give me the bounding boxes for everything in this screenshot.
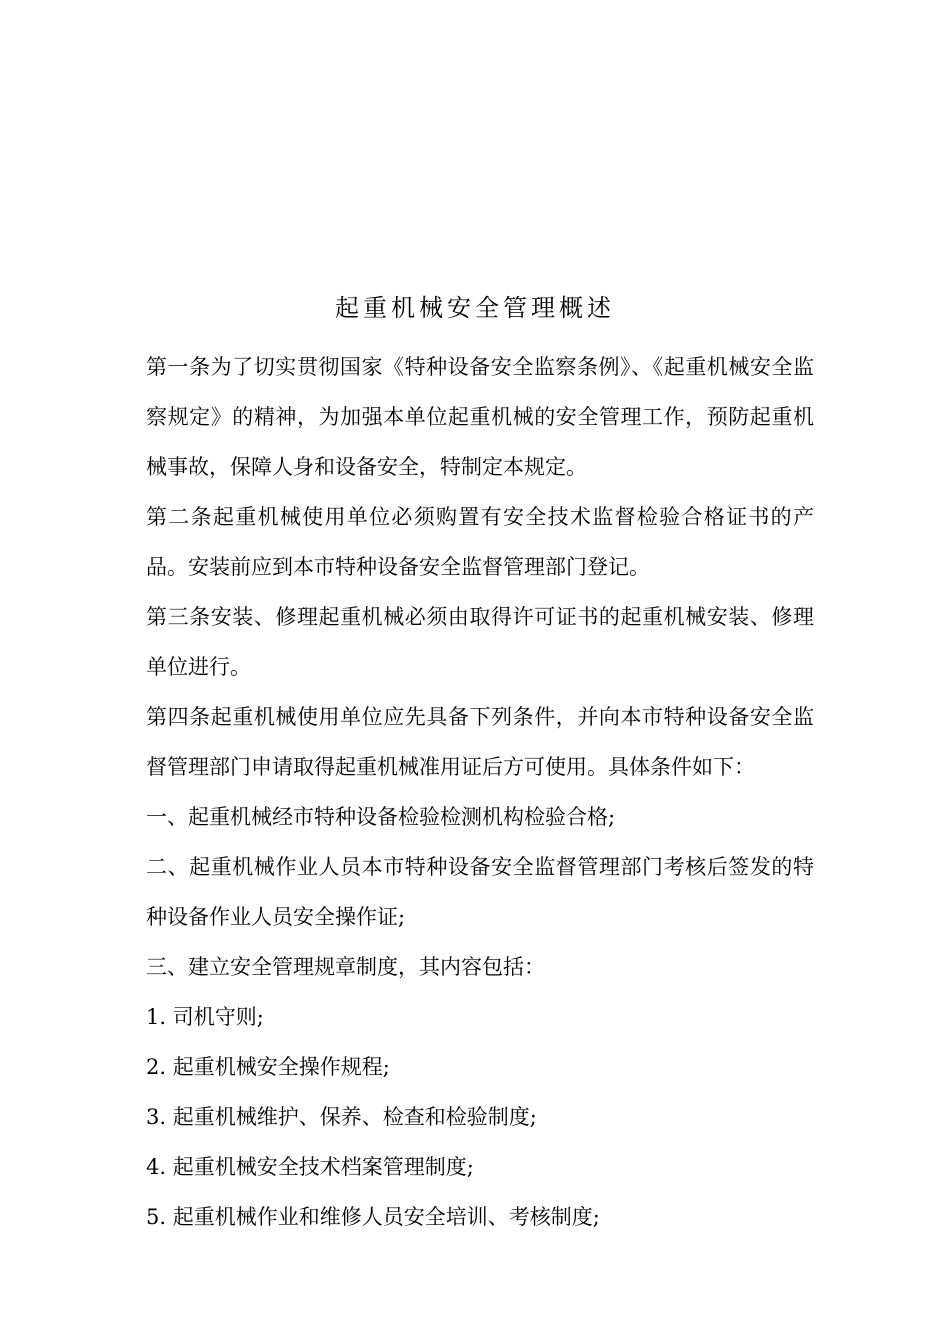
- paragraph-article-4: 第四条起重机械使用单位应先具备下列条件，并向本市特种设备安全监督管理部门申请取得起重机械准用证后方可使用。具体条件如下：: [146, 705, 814, 779]
- document-body: [146, 342, 814, 1242]
- list-item-1: 1. 司机守则;: [146, 1005, 264, 1029]
- list-item-5: 5. 起重机械作业和维修人员安全培训、考核制度;: [146, 1205, 600, 1229]
- paragraph-article-1: 第一条为了切实贯彻国家《特种设备安全监察条例》、《起重机械安全监察规定》的精神，为加强本单位起重机械的安全管理工作，预防起重机械事故，保障人身和设备安全，特制定本规定。: [146, 355, 814, 479]
- paragraph-condition-2: 二、起重机械作业人员本市特种设备安全监督管理部门考核后签发的特种设备作业人员安全操作证;: [146, 855, 814, 929]
- list-item-4: 4. 起重机械安全技术档案管理制度;: [146, 1155, 474, 1179]
- paragraph-condition-3: 三、建立安全管理规章制度，其内容包括：: [146, 955, 545, 979]
- paragraph-article-2: 第二条起重机械使用单位必须购置有安全技术监督检验合格证书的产品。安装前应到本市特种设备安全监督管理部门登记。: [146, 505, 814, 579]
- paragraph-article-3: 第三条安装、修理起重机械必须由取得许可证书的起重机械安装、修理单位进行。: [146, 605, 814, 679]
- document-title: 起重机械安全管理概述: [335, 294, 615, 322]
- paragraph-condition-1: 一、起重机械经市特种设备检验检测机构检验合格;: [146, 805, 616, 829]
- list-item-3: 3. 起重机械维护、保养、检查和检验制度;: [146, 1105, 537, 1129]
- list-item-2: 2. 起重机械安全操作规程;: [146, 1055, 390, 1079]
